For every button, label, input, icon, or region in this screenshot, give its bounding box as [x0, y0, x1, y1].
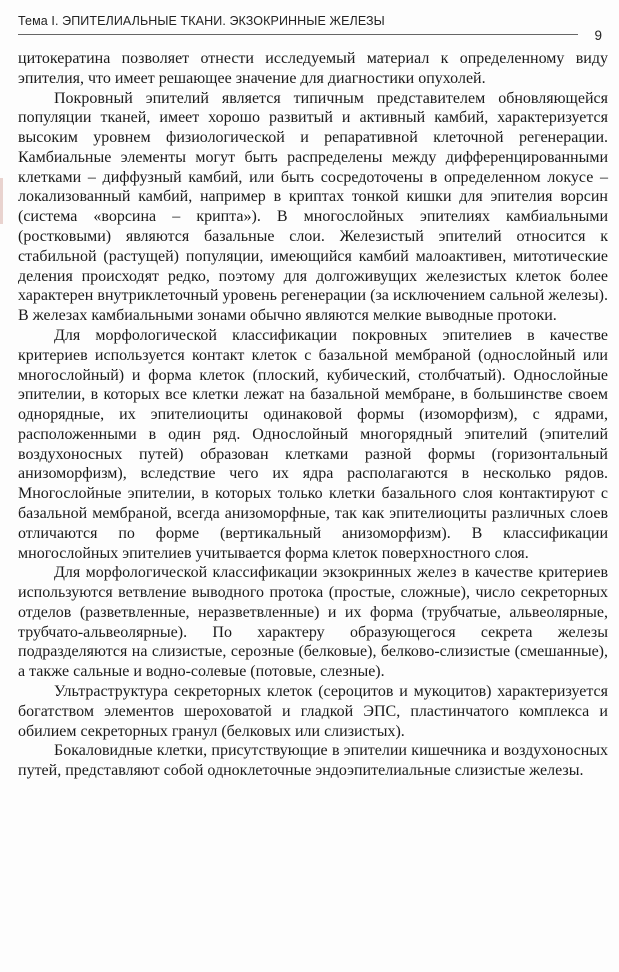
page-header [18, 14, 602, 43]
running-title: Тема I. ЭПИТЕЛИАЛЬНЫЕ ТКАНИ. ЭКЗОКРИННЫЕ ЖЕЛЕЗЫ [18, 14, 385, 28]
page-edge-shadow [0, 178, 3, 224]
paragraph-epithelium-classification: Для морфологической классификации покровных эпителиев в качестве критериев используется контакт клеток с базальной мембраной (однослойный или многослойный) и форма клеток (плоский, кубический, столбчатый). Однослойные эпителии, в которых все клетки лежат на базальной мембране, в большинстве своем однорядные, их эпителиоциты одинаковой формы (изоморфизм), с ядрами, расположенными в один ряд. Однослойный многорядный эпителий (эпителий воздухоносных путей) образован клетками разной формы (горизонтальный анизоморфизм), вследствие чего их ядра располагаются в несколько рядов. Многослойные эпителии, в которых только клетки базального слоя контактируют с базальной мембраной, всегда анизоморфные, так как эпителиоциты различных слоев отличаются по форме (вертикальный анизоморфизм). В классификации многослойных эпителиев учитывается форма клеток поверхностного слоя. [18, 326, 608, 562]
page-number: 9 [594, 28, 602, 43]
paragraph-gland-classification: Для морфологической классификации экзокринных желез в качестве критериев используются ветвление выводного протока (простые, сложные), число секреторных отделов (разветвленные, неразветвленные) и их форма (трубчатые, альвеолярные, трубчато-альвеолярные). По характеру образующегося секрета железы подразделяются на слизистые, серозные (белковые), белково-слизистые (смешанные), а также сальные и водно-солевые (потовые, слезные). [18, 564, 608, 681]
body-text [18, 49, 608, 781]
header-rule [18, 34, 578, 35]
paragraph-goblet-cells: Бокаловидные клетки, присутствующие в эпителии кишечника и воздухоносных путей, представляют собой одноклеточные эндоэпителиальные слизистые железы. [18, 742, 608, 780]
paragraph-cambium: Покровный эпителий является типичным представителем обновляющейся популяции тканей, имеет хорошо развитый и активный камбий, характеризуется высоким уровнем физиологической и репаративной клеточной регенерации. Камбиальные элементы могут быть распределены между дифференцированными клетками – диффузный камбий, или быть сосредоточены в определенном локусе – локализованный камбий, например в криптах тонкой кишки для эпителия ворсин (система «ворсина – крипта»). В многослойных эпителиях камбиальными (ростковыми) являются базальные слои. Железистый эпителий относится к стабильной (растущей) популяции, имеющийся камбий малоактивен, митотические деления происходят редко, поэтому для долгоживущих железистых клеток более характерен внутриклеточный уровень регенерации (за исключением сальной железы). В железах камбиальными зонами обычно являются мелкие выводные протоки. [18, 89, 608, 325]
paragraph-ultrastructure: Ультраструктура секреторных клеток (сероцитов и мукоцитов) характеризуется богатством элементов шероховатой и гладкой ЭПС, пластинчатого комплекса и обилием секреторных гранул (белковых или слизистых). [18, 683, 608, 740]
paragraph-continuation: цитокератина позволяет отнести исследуемый материал к определенному виду эпителия, что имеет решающее значение для диагностики опухолей. [18, 50, 608, 87]
